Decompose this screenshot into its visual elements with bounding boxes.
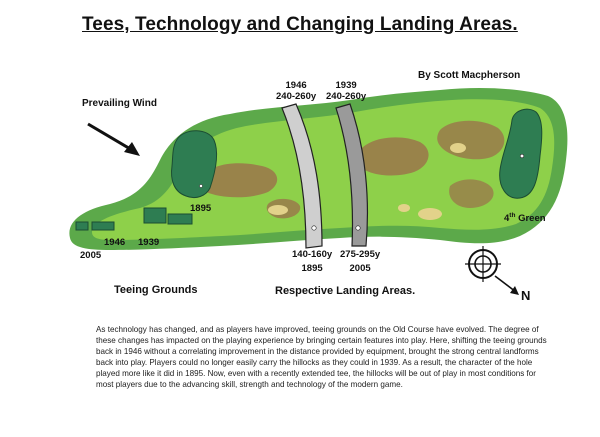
tee-label-2005: 2005 (80, 250, 102, 261)
bunker (398, 204, 410, 212)
tee-label-1946: 1946 (104, 237, 126, 248)
wind-arrow (88, 124, 132, 150)
landing-top-1946 (276, 80, 316, 102)
tee-marker (199, 184, 202, 187)
landing-top-1939 (326, 80, 366, 102)
landing-marker (312, 226, 316, 230)
tee-1939-ext (168, 214, 192, 224)
tee-1946 (92, 222, 114, 230)
green-number: 4 (504, 213, 510, 225)
teeing-grounds-label: Teeing Grounds (114, 284, 198, 296)
tee-1939 (144, 208, 166, 223)
page-title: Tees, Technology and Changing Landing Areas. (82, 14, 518, 35)
compass-icon (465, 246, 519, 295)
landing-areas-label: Respective Landing Areas. (275, 285, 416, 297)
green-suffix: th (509, 212, 516, 219)
landing-bottom-1895 (292, 249, 332, 274)
landing-top-1946-year: 1946 (285, 80, 307, 91)
landing-top-1939-range: 240-260y (326, 91, 367, 102)
bunker (418, 208, 442, 220)
landing-bottom-2005-year: 2005 (349, 263, 371, 274)
bunker (268, 205, 288, 215)
author-credit: By Scott Macpherson (418, 70, 521, 81)
description-paragraph: As technology has changed, and as players have improved, teeing grounds on the Old Course have evolved. The degree of these changes has impacted on the playing experience by bringing certain features into play. Here, shifting the teeing grounds back in 1946 without a correlating improvement in the distance provided by equipment, brought the strong central landforms back into play. Players could no longer easily carry the hillocks as they could in 1939. As a result, the character of the hole played more like it did in 1895. Now, even with a recently extended tee, the hillocks will be out of play in most conditions for most players due to the advancing skill, strength and technology of the modern game. (96, 325, 547, 390)
landing-bottom-2005 (340, 249, 380, 274)
tee-label-1939: 1939 (138, 237, 160, 248)
flag-hole (520, 154, 524, 158)
tee-2005 (76, 222, 88, 230)
landing-marker (356, 226, 360, 230)
wind-arrowhead (124, 142, 140, 156)
landing-bottom-1895-year: 1895 (301, 263, 323, 274)
tee-1895 (172, 131, 217, 198)
landing-bottom-2005-range: 275-295y (340, 249, 381, 260)
bunker (450, 143, 466, 153)
green-label (504, 210, 546, 224)
landing-top-1946-range: 240-260y (276, 91, 317, 102)
wind-label: Prevailing Wind (82, 98, 157, 109)
landing-top-1939-year: 1939 (335, 80, 357, 91)
compass-north-label: N (521, 288, 531, 303)
landing-bottom-1895-range: 140-160y (292, 249, 333, 260)
green-word: Green (515, 213, 546, 225)
tee-label-1895: 1895 (190, 203, 212, 214)
